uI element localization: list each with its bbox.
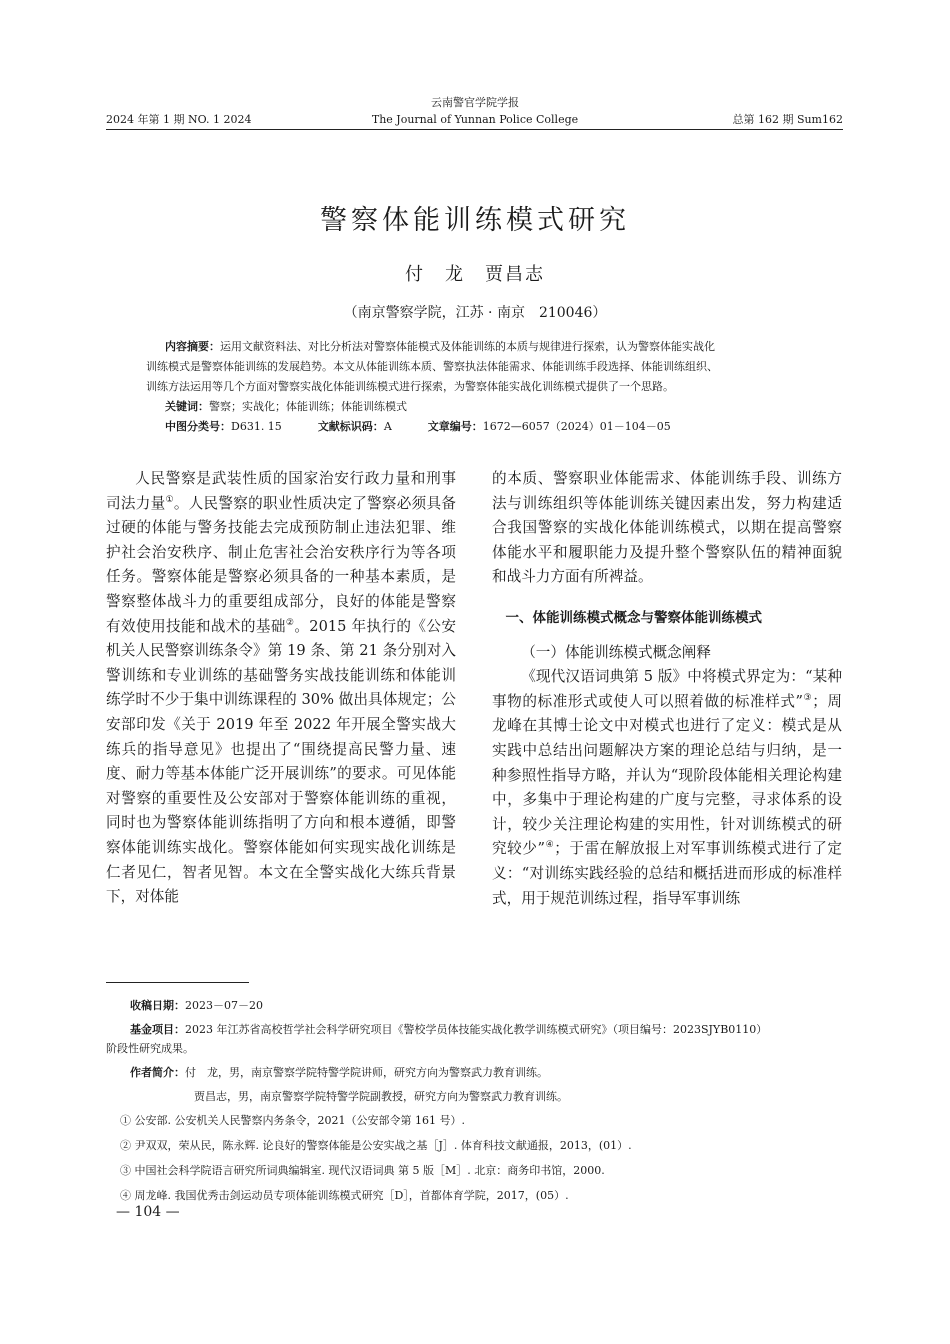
header-rule bbox=[106, 129, 843, 130]
article-label: 文章编号： bbox=[427, 420, 483, 433]
definition-paragraph bbox=[492, 665, 842, 911]
intro-text-b: 。人民警察的职业性质决定了警察必须具备过硬的体能与警务技能去完成预防制止违法犯罪、维护社会治安秩序、制止危害社会治安秩序行为等各项任务。警察体能是警察必须具备的一种基本素质，是警察整体战斗力的重要组成部分，良好的体能是警察有效使用技能和战术的基础 bbox=[106, 494, 456, 635]
footnote-ref-2: ② bbox=[285, 617, 295, 628]
journal-name-en: The Journal of Yunnan Police College bbox=[371, 113, 579, 126]
body-column-left bbox=[106, 467, 456, 910]
footnote-rule bbox=[106, 982, 249, 983]
article-segment bbox=[428, 417, 671, 437]
clc-label: 中图分类号： bbox=[165, 420, 231, 433]
journal-header bbox=[350, 94, 600, 128]
authors: 付 龙 贾昌志 bbox=[405, 264, 545, 285]
doc-segment bbox=[318, 417, 392, 437]
definition-text-a: 《现代汉语词典第 5 版》中将模式界定为：“某种事物的标准形式或使人可以照着做的标准样式” bbox=[492, 668, 842, 710]
clc-value: D631. 15 bbox=[231, 420, 282, 433]
doc-value: A bbox=[383, 420, 392, 433]
intro-text-a: 人民警察是武装性质的国家治安行政力量和刑事司法力量 bbox=[106, 470, 456, 512]
footnote-ref-1: ① bbox=[165, 494, 174, 505]
body-column-right bbox=[492, 467, 842, 911]
abstract-line-1 bbox=[146, 337, 818, 357]
fund-label: 基金项目： bbox=[130, 1023, 185, 1036]
abstract-label: 内容摘要： bbox=[165, 340, 220, 353]
affiliation: （南京警察学院，江苏 · 南京 210046） bbox=[343, 305, 607, 321]
reference-3: ③ 中国社会科学院语言研究所词典编辑室. 现代汉语词典 第 5 版［M］. 北京：商务印书馆，2000. bbox=[120, 1164, 605, 1177]
intro-continuation: 的本质、警察职业体能需求、体能训练手段、训练方法与训练组织等体能训练关键因素出发，努力构建适合我国警察的实战化体能训练模式，以期在提高警察体能水平和履职能力及提升整个警察队伍的精神面貌和战斗力方面有所裨益。 bbox=[492, 470, 842, 586]
abstract-line-3: 训练方法运用等几个方面对警察实战化体能训练模式进行探索，为警察体能实战化训练模式提供了一个思路。 bbox=[146, 380, 674, 393]
received-value: 2023－07－20 bbox=[185, 999, 263, 1012]
definition-text-b: ；周龙峰在其博士论文中对模式也进行了定义：模式是从实践中总结出问题解决方案的理论总结与归纳，是一种参照性指导方略，并认为“现阶段体能相关理论构建中，多集中于理论构建的广度与完整，寻求体系的设计，较少关注理论构建的实用性，针对训练模式的研究较少” bbox=[492, 692, 842, 858]
paper-title: 警察体能训练模式研究 bbox=[320, 205, 630, 236]
footnotes bbox=[106, 996, 846, 1211]
author-bio-2: 贾昌志，男，南京警察学院特警学院副教授，研究方向为警察武力教育训练。 bbox=[194, 1090, 568, 1103]
reference-1: ① 公安部. 公安机关人民警察内务条令，2021（公安部令第 161 号）. bbox=[120, 1114, 465, 1127]
intro-text-c: 。2015 年执行的《公安机关人民警察训练条令》第 19 条、第 21 条分别对入警训练和专业训练的基础警务实战技能训练和体能训练学时不少于集中训练课程的 30% 做出具体规定；公安部印发《关于 2019 年至 2022 年开展全警实战大练兵的指导意见》也提出了“围绕提高民警力量、速度、耐力等基本体能广泛开展训练”的要求。可见体能对警察的重要性及公安部对于警察体能训练的重视，同时也为警察体能训练指明了方向和根本遵循，即警察体能训练实战化。警察体能如何实现实战化训练是仁者见仁，智者见智。本文在全警实战化大练兵背景下，对体能 bbox=[106, 617, 456, 906]
page-number: — 104 — bbox=[116, 1204, 180, 1220]
abstract-block bbox=[146, 337, 818, 437]
footnote-ref-4: ④ bbox=[545, 840, 555, 851]
abstract-text-1: 运用文献资料法、对比分析法对警察体能模式及体能训练的本质与规律进行探索，认为警察体能实战化 bbox=[220, 340, 715, 353]
abstract-line-2: 训练模式是警察体能训练的发展趋势。本文从体能训练本质、警察执法体能需求、体能训练手段选择、体能训练组织、 bbox=[146, 360, 718, 373]
author-bio-1 bbox=[106, 1063, 846, 1082]
definition-text-c: ；于雷在解放报上对军事训练模式进行了定义：“对训练实践经验的总结和概括进而形成的标准样式，用于规范训练过程，指导军事训练 bbox=[492, 840, 842, 907]
section-heading-1: 一、体能训练模式概念与警察体能训练模式 bbox=[505, 609, 762, 626]
classification-line bbox=[146, 417, 818, 437]
issue-info: 2024 年第 1 期 NO. 1 2024 bbox=[106, 113, 252, 126]
reference-4: ④ 周龙峰. 我国优秀击剑运动员专项体能训练模式研究［D］，首都体育学院，2017，(05）. bbox=[120, 1189, 569, 1202]
fund-info bbox=[106, 1020, 846, 1058]
article-value: 1672—6057（2024）01－104－05 bbox=[482, 420, 671, 433]
sum-issue: 总第 162 期 Sum162 bbox=[732, 113, 843, 126]
bio-label: 作者简介： bbox=[130, 1066, 185, 1079]
keywords-label: 关键词： bbox=[165, 400, 209, 413]
fund-continuation: 阶段性研究成果。 bbox=[106, 1042, 194, 1055]
subsection-heading-1: （一）体能训练模式概念阐释 bbox=[521, 643, 711, 661]
keywords bbox=[146, 397, 818, 417]
doc-label: 文献标识码： bbox=[317, 420, 384, 433]
bio-1-text: 付 龙，男，南京警察学院特警学院讲师，研究方向为警察武力教育训练。 bbox=[185, 1066, 548, 1079]
reference-2: ② 尹双双，荣从民，陈永辉. 论良好的警察体能是公安实战之基［J］. 体育科技文献通报，2013，(01）. bbox=[120, 1139, 632, 1152]
footnote-ref-3: ③ bbox=[802, 692, 813, 703]
intro-paragraph bbox=[106, 467, 456, 910]
fund-value: 2023 年江苏省高校哲学社会科学研究项目《警校学员体技能实战化教学训练模式研究》（项目编号：2023SJYB0110） bbox=[185, 1023, 768, 1036]
keywords-text: 警察；实战化；体能训练；体能训练模式 bbox=[209, 400, 407, 413]
clc-segment bbox=[165, 417, 282, 437]
received-date bbox=[106, 996, 846, 1015]
received-label: 收稿日期： bbox=[130, 999, 185, 1012]
journal-name-cn: 云南警官学院学报 bbox=[431, 96, 519, 109]
